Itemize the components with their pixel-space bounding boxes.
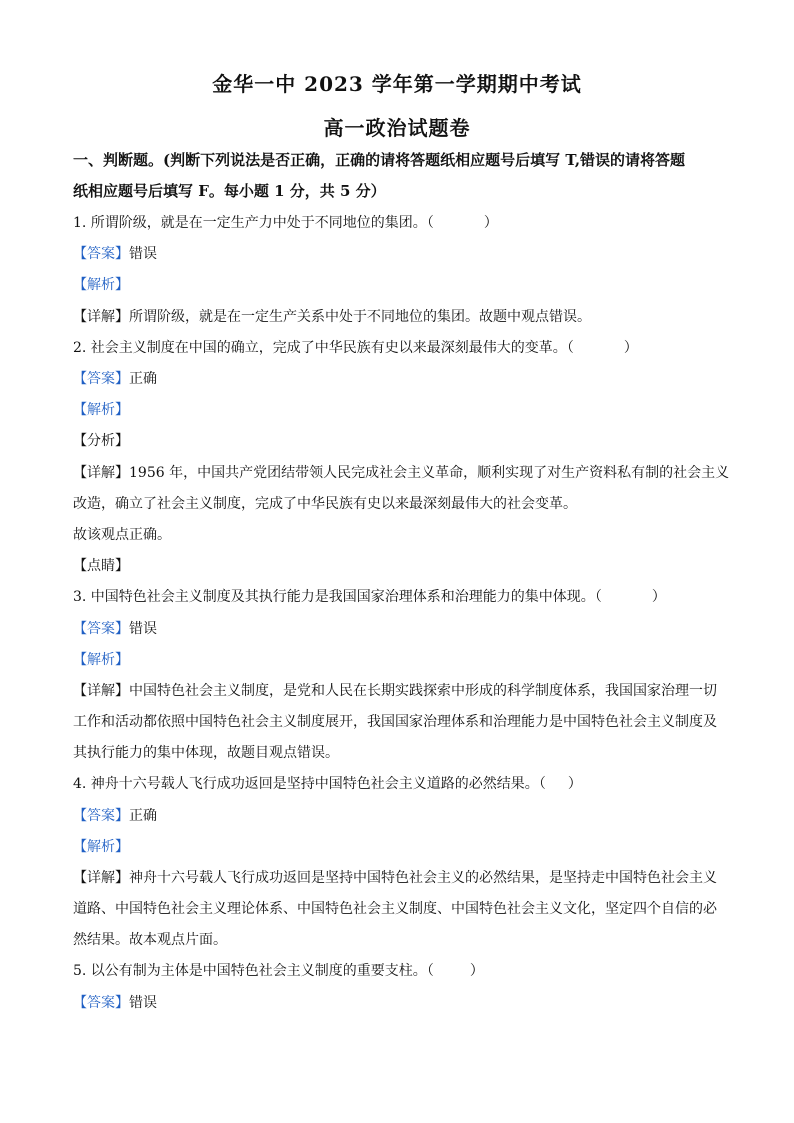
answer-value: 错误 xyxy=(129,246,157,262)
question-3-detail-line2: 工作和活动都依照中国特色社会主义制度展开，我国国家治理体系和治理能力是中国特色社会主义制度及 xyxy=(73,714,717,730)
answer-blank-open: （ xyxy=(426,215,434,231)
detail-text: 1956 年，中国共产党团结带领人民完成社会主义革命，顺利实现了对生产资料私有制的社会主义 xyxy=(129,465,730,481)
answer-blank-close: ） xyxy=(469,963,484,979)
answer-tag: 【答案】 xyxy=(73,246,129,262)
question-1-jiexi xyxy=(73,275,723,295)
question-2-text: 2. 社会主义制度在中国的确立，完成了中华民族有史以来最深刻最伟大的变革。 xyxy=(73,340,567,356)
detail-tag: 【详解】 xyxy=(73,309,129,325)
question-3-detail-line1 xyxy=(73,681,723,701)
question-1-text: 1. 所谓阶级，就是在一定生产力中处于不同地位的集团。 xyxy=(73,215,427,231)
answer-blank-open: （ xyxy=(566,340,574,356)
question-2-jiexi xyxy=(73,400,723,420)
answer-value: 错误 xyxy=(129,995,157,1011)
question-5-answer xyxy=(73,993,723,1013)
question-2-detail-line2: 改造，确立了社会主义制度，完成了中华民族有史以来最深刻最伟大的社会变革。 xyxy=(73,496,577,512)
page-subtitle: 高一政治试题卷 xyxy=(323,116,471,140)
detail-tag: 【详解】 xyxy=(73,683,129,699)
question-4-text: 4. 神舟十六号载人飞行成功返回是坚持中国特色社会主义道路的必然结果。 xyxy=(73,776,539,792)
question-4-detail-line3: 然结果。故本观点片面。 xyxy=(73,932,227,948)
answer-blank-close: ） xyxy=(483,215,498,231)
section-heading-line1: 一、判断题。(判断下列说法是否正确，正确的请将答题纸相应题号后填写 T,错误的请将答题 xyxy=(73,151,686,169)
detail-text: 神舟十六号载人飞行成功返回是坚持中国特色社会主义的必然结果，是坚持走中国特色社会主义 xyxy=(129,870,717,886)
question-2-stem xyxy=(73,338,723,358)
answer-blank-open: （ xyxy=(426,963,434,979)
answer-tag: 【答案】 xyxy=(73,808,129,824)
answer-value: 正确 xyxy=(129,808,157,824)
answer-blank-close: ） xyxy=(623,340,638,356)
jiexi-tag: 【解析】 xyxy=(73,652,129,668)
question-2-detail-line3: 故该观点正确。 xyxy=(73,527,171,543)
fenxi-tag: 【分析】 xyxy=(73,433,129,449)
jiexi-tag: 【解析】 xyxy=(73,839,129,855)
question-1-stem xyxy=(73,213,723,233)
question-4-jiexi xyxy=(73,837,723,857)
question-2-answer xyxy=(73,369,723,389)
section-heading-line2: 纸相应题号后填写 F。每小题 1 分，共 5 分） xyxy=(73,182,386,200)
detail-tag: 【详解】 xyxy=(73,465,129,481)
question-1-detail xyxy=(73,307,723,327)
question-3-detail-line3: 其执行能力的集中体现，故题目观点错误。 xyxy=(73,745,339,761)
question-4-answer xyxy=(73,806,723,826)
question-3-answer xyxy=(73,619,723,639)
question-3-jiexi xyxy=(73,650,723,670)
question-4-detail-line1 xyxy=(73,868,723,888)
question-2-dianjing xyxy=(73,556,723,576)
answer-value: 错误 xyxy=(129,621,157,637)
answer-blank-open: （ xyxy=(538,776,546,792)
detail-text: 中国特色社会主义制度，是党和人民在长期实践探索中形成的科学制度体系，我国国家治理一切 xyxy=(129,683,717,699)
question-5-stem xyxy=(73,961,723,981)
answer-tag: 【答案】 xyxy=(73,621,129,637)
answer-blank-open: （ xyxy=(594,589,602,605)
answer-value: 正确 xyxy=(129,371,157,387)
question-2-fenxi xyxy=(73,431,723,451)
question-3-text: 3. 中国特色社会主义制度及其执行能力是我国国家治理体系和治理能力的集中体现。 xyxy=(73,589,595,605)
jiexi-tag: 【解析】 xyxy=(73,277,129,293)
answer-blank-close: ） xyxy=(567,776,582,792)
answer-tag: 【答案】 xyxy=(73,371,129,387)
question-4-detail-line2: 道路、中国特色社会主义理论体系、中国特色社会主义制度、中国特色社会主义文化，坚定四个自信的必 xyxy=(73,901,717,917)
jiexi-tag: 【解析】 xyxy=(73,402,129,418)
question-4-stem xyxy=(73,774,723,794)
question-3-stem xyxy=(73,587,723,607)
question-2-detail-line1 xyxy=(73,463,730,483)
answer-blank-close: ） xyxy=(651,589,666,605)
dianjing-tag: 【点睛】 xyxy=(73,558,129,574)
answer-tag: 【答案】 xyxy=(73,995,129,1011)
detail-tag: 【详解】 xyxy=(73,870,129,886)
page-title: 金华一中 2023 学年第一学期期中考试 xyxy=(212,72,582,96)
detail-text: 所谓阶级，就是在一定生产关系中处于不同地位的集团。故题中观点错误。 xyxy=(129,309,591,325)
question-5-text: 5. 以公有制为主体是中国特色社会主义制度的重要支柱。 xyxy=(73,963,427,979)
question-1-answer xyxy=(73,244,723,264)
